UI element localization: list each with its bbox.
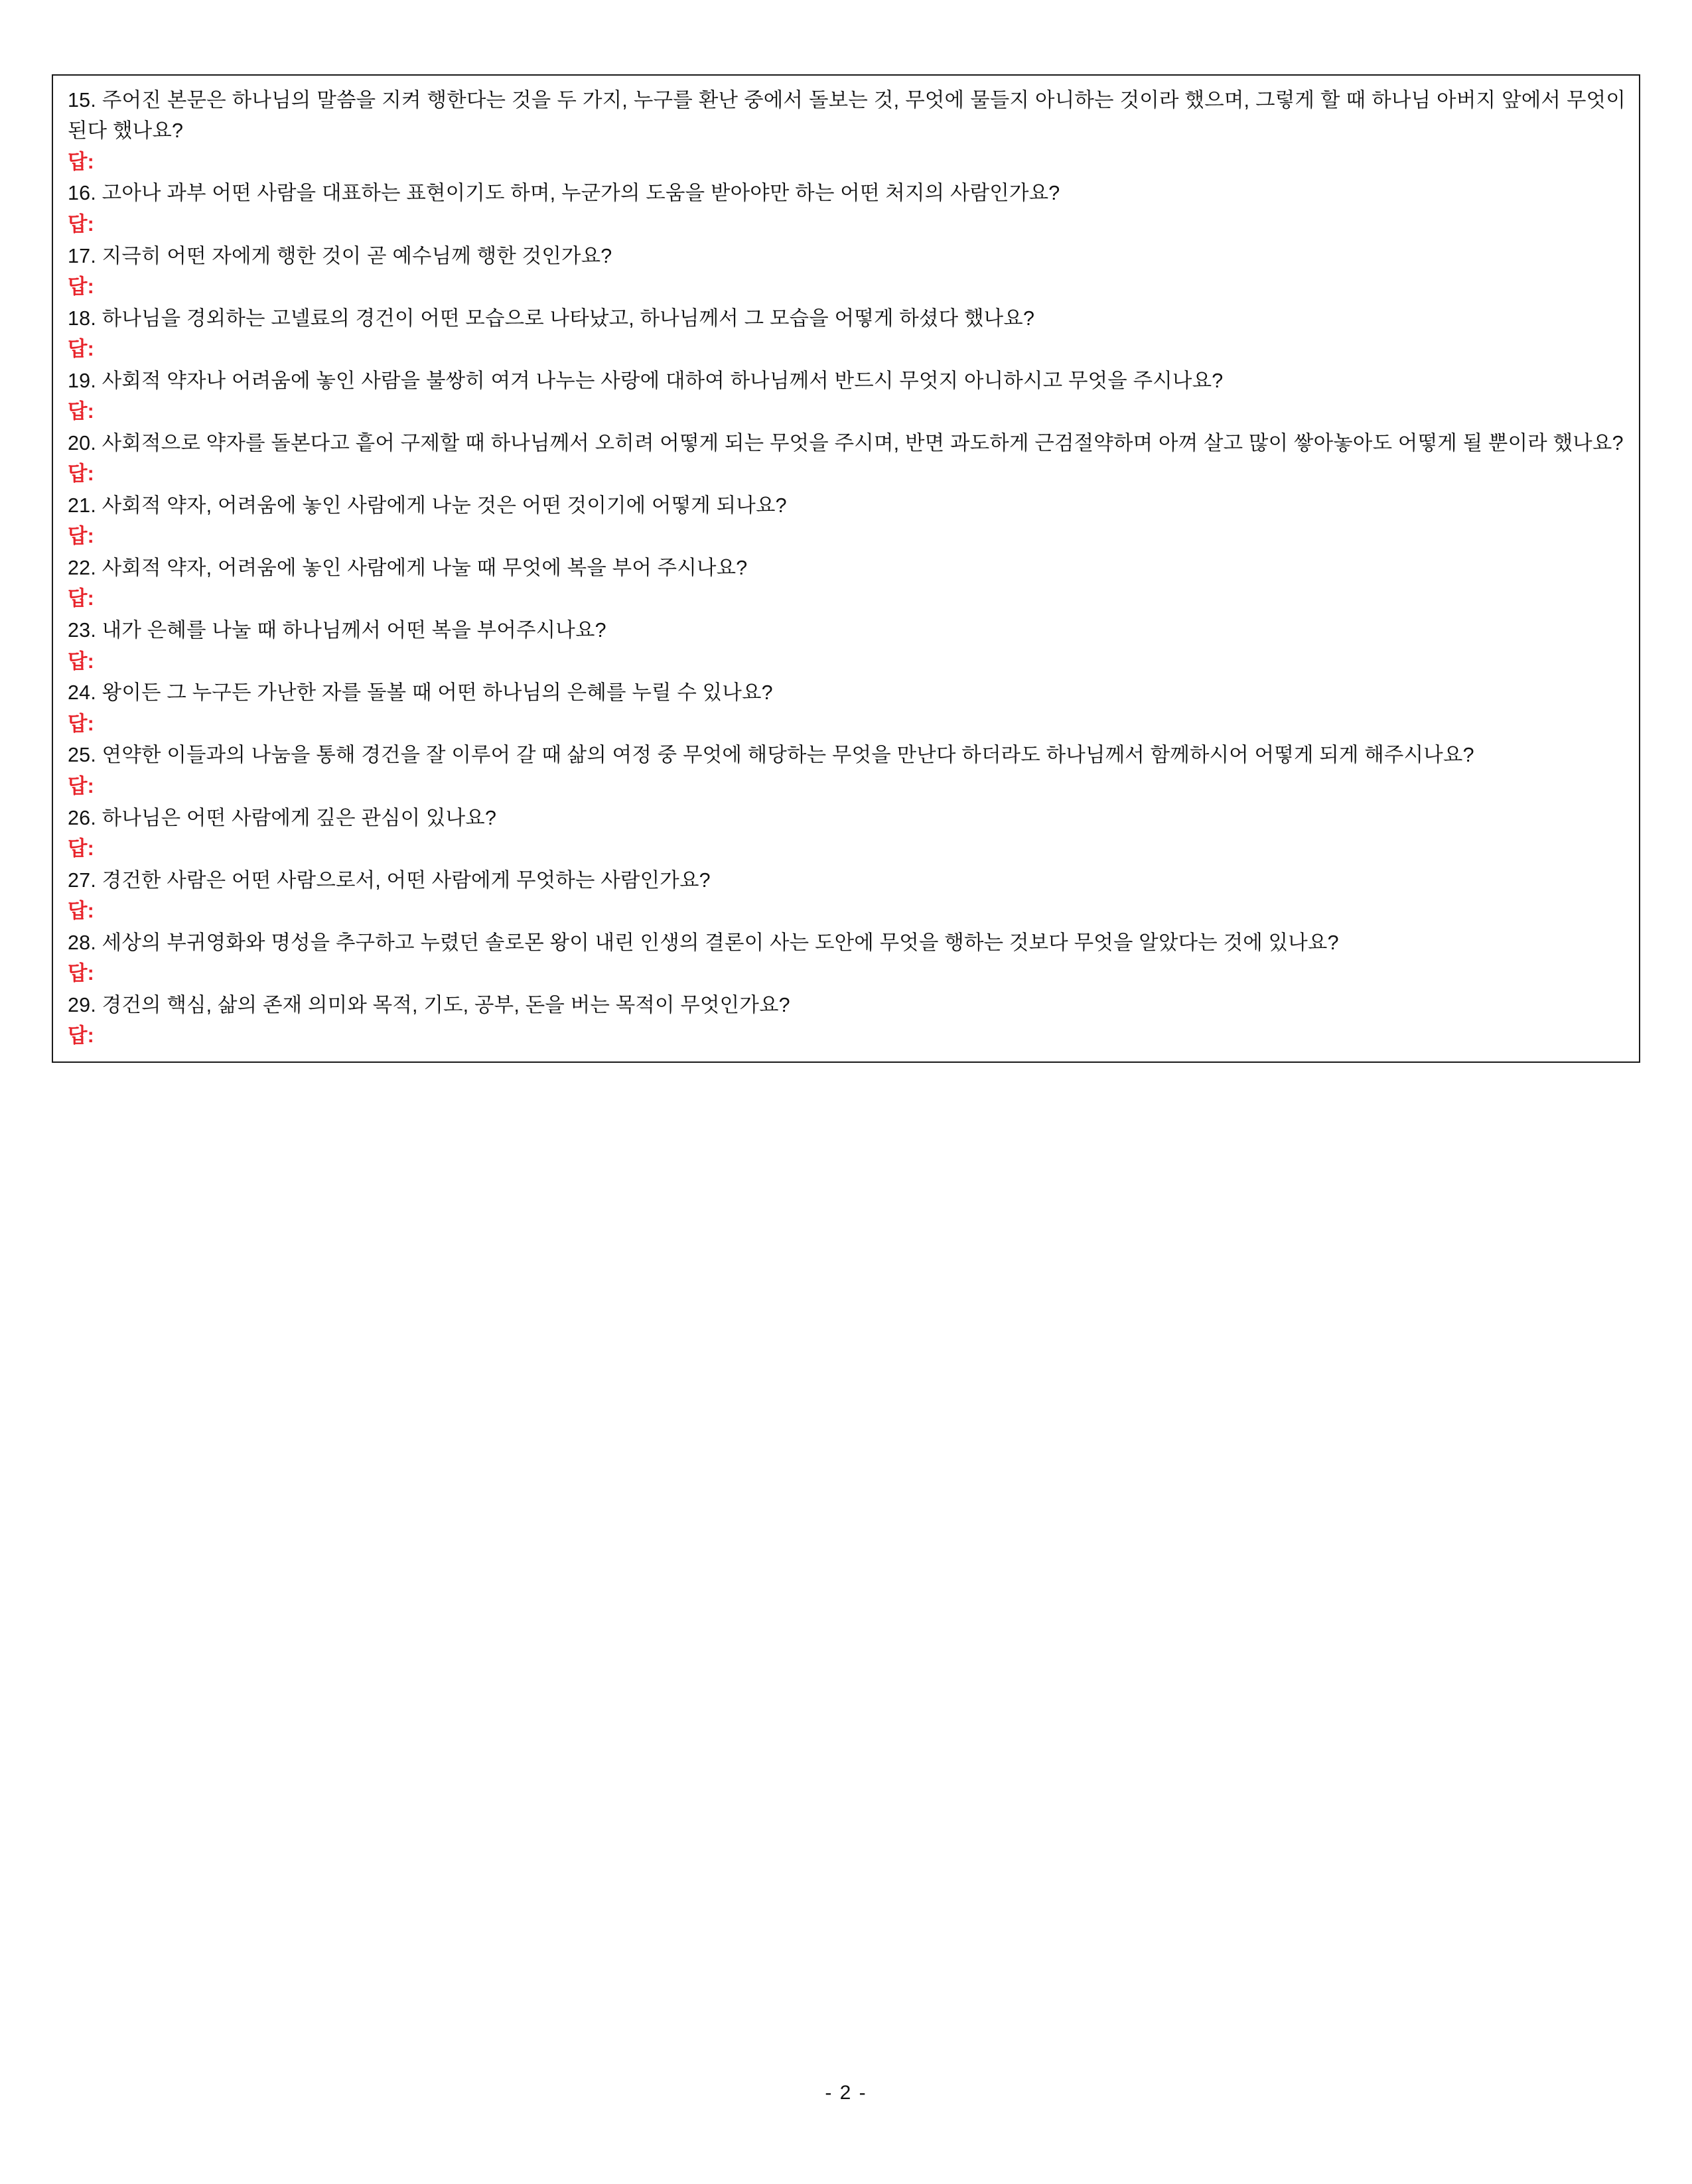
page-number: - 2 - bbox=[825, 2082, 867, 2104]
question-text: 16. 고아나 과부 어떤 사람을 대표하는 표현이기도 하며, 누군가의 도움을 받아야만 하는 어떤 처지의 사람인가요? bbox=[68, 182, 1060, 205]
answer-label: 답: bbox=[68, 774, 95, 797]
question-text: 18. 하나님을 경외하는 고넬료의 경건이 어떤 모습으로 나타났고, 하나님께서 그 모습을 어떻게 하셨다 했나요? bbox=[68, 307, 1035, 330]
answer-label: 답: bbox=[68, 338, 95, 361]
answer-label: 답: bbox=[68, 525, 95, 548]
answer-label: 답: bbox=[68, 275, 95, 298]
question-text: 24. 왕이든 그 누구든 가난한 자를 돌볼 때 어떤 하나님의 은혜를 누릴 수 있나요? bbox=[68, 681, 773, 705]
answer-label: 답: bbox=[68, 587, 95, 610]
answer-label: 답: bbox=[68, 400, 95, 423]
answer-label: 답: bbox=[68, 962, 95, 985]
answer-label: 답: bbox=[68, 462, 95, 486]
question-text: 21. 사회적 약자, 어려움에 놓인 사람에게 나눈 것은 어떤 것이기에 어떻게 되나요? bbox=[68, 494, 787, 517]
question-text: 27. 경건한 사람은 어떤 사람으로서, 어떤 사람에게 무엇하는 사람인가요? bbox=[68, 868, 711, 892]
question-text: 29. 경건의 핵심, 삶의 존재 의미와 목적, 기도, 공부, 돈을 버는 목적이 무엇인가요? bbox=[68, 993, 790, 1016]
answer-label: 답: bbox=[68, 900, 95, 923]
question-text: 23. 내가 은혜를 나눌 때 하나님께서 어떤 복을 부어주시나요? bbox=[68, 619, 606, 642]
answer-label: 답: bbox=[68, 212, 95, 236]
answer-label: 답: bbox=[68, 150, 95, 173]
question-text: 28. 세상의 부귀영화와 명성을 추구하고 누렸던 솔로몬 왕이 내린 인생의 결론이 사는 도안에 무엇을 행하는 것보다 무엇을 알았다는 것에 있나요? bbox=[68, 931, 1339, 954]
question-text: 20. 사회적으로 약자를 돌본다고 흩어 구제할 때 하나님께서 오히려 어떻게 되는 무엇을 주시며, 반면 과도하게 근검절약하며 아껴 살고 많이 쌓아놓아도 어떻게 될 뿐이라 했나요? bbox=[68, 431, 1624, 454]
question-text: 15. 주어진 본문은 하나님의 말씀을 지켜 행한다는 것을 두 가지, 누구를 환난 중에서 돌보는 것, 무엇에 물들지 아니하는 것이라 했으며, 그렇게 할 때 하나님 아버지 앞에서 무엇이 된다 했나요? bbox=[68, 89, 1626, 143]
question-text: 17. 지극히 어떤 자에게 행한 것이 곧 예수님께 행한 것인가요? bbox=[68, 244, 612, 267]
question-text: 22. 사회적 약자, 어려움에 놓인 사람에게 나눌 때 무엇에 복을 부어 주시나요? bbox=[68, 557, 748, 580]
question-list-box bbox=[52, 74, 1640, 1063]
answer-label: 답: bbox=[68, 837, 95, 860]
question-text: 25. 연약한 이들과의 나눔을 통해 경건을 잘 이루어 갈 때 삶의 여정 중 무엇에 해당하는 무엇을 만난다 하더라도 하나님께서 함께하시어 어떻게 되게 해주시나요? bbox=[68, 744, 1474, 767]
answer-label: 답: bbox=[68, 1024, 95, 1048]
answer-label: 답: bbox=[68, 712, 95, 735]
question-text: 19. 사회적 약자나 어려움에 놓인 사람을 불쌍히 여겨 나누는 사랑에 대하여 하나님께서 반드시 무엇지 아니하시고 무엇을 주시나요? bbox=[68, 369, 1224, 392]
question-text: 26. 하나님은 어떤 사람에게 깊은 관심이 있나요? bbox=[68, 806, 497, 829]
answer-label: 답: bbox=[68, 649, 95, 673]
